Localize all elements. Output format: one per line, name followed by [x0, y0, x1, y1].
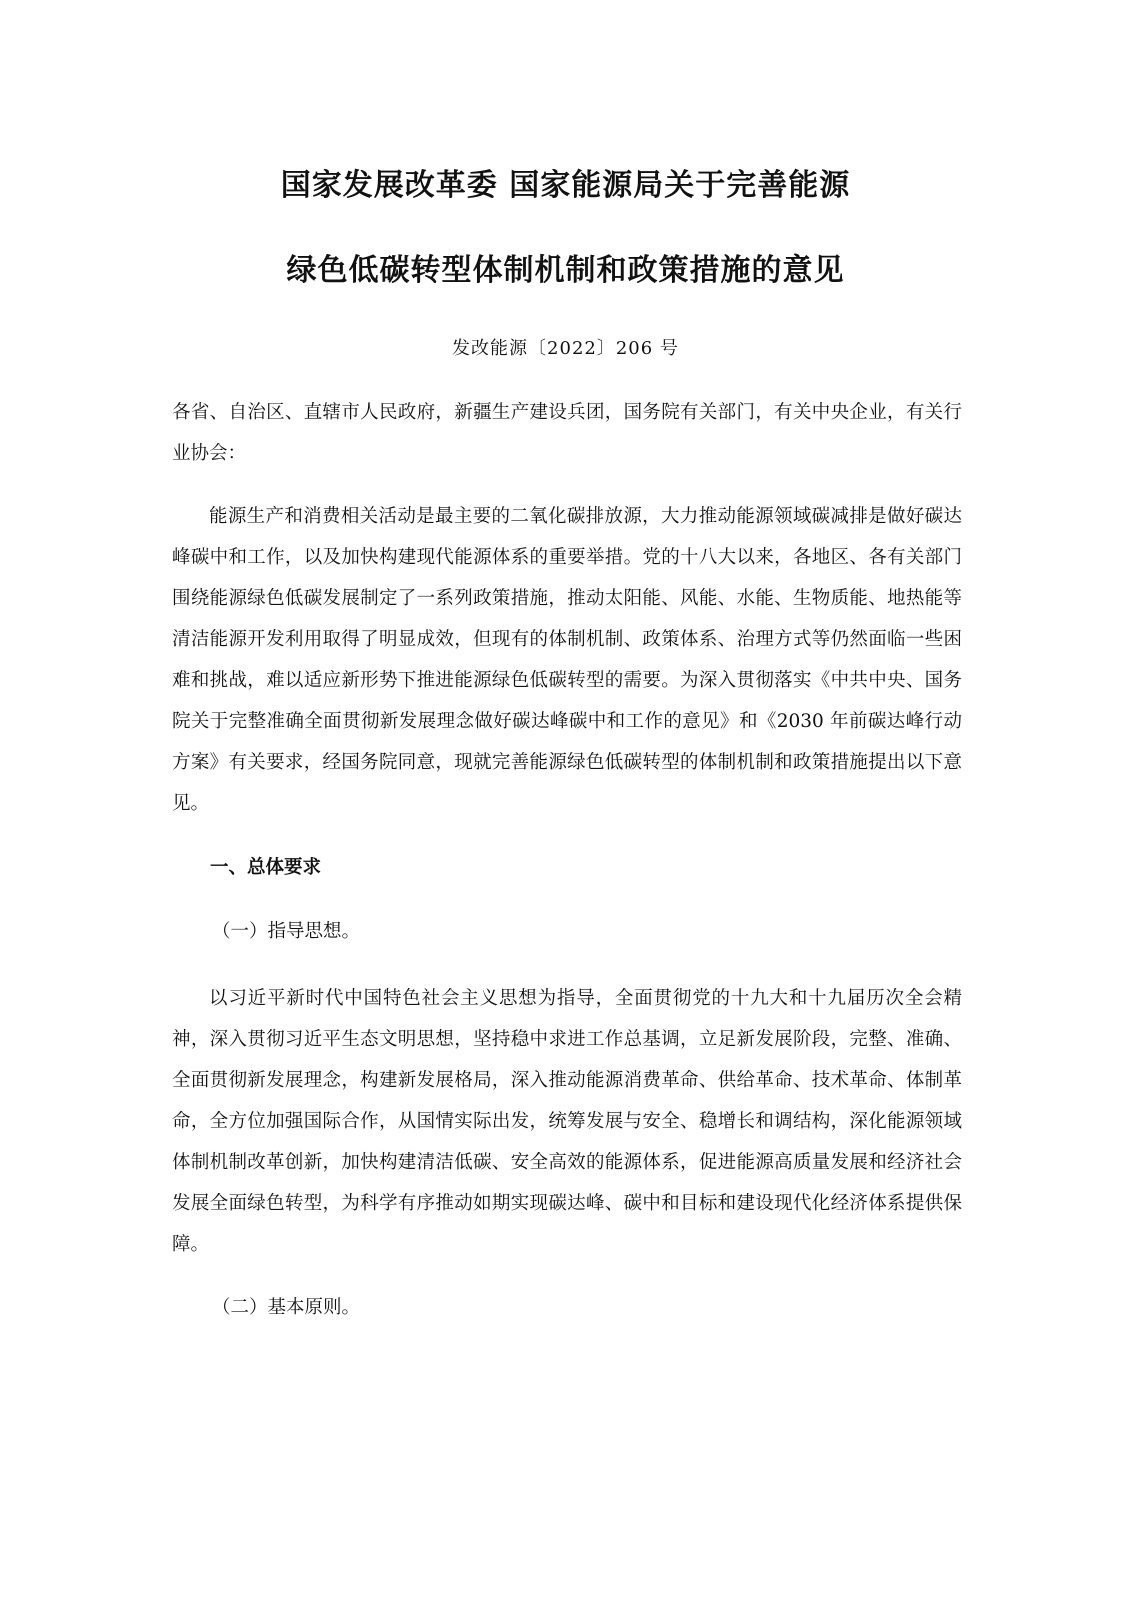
preamble-paragraph: 能源生产和消费相关活动是最主要的二氧化碳排放源，大力推动能源领域碳减排是做好碳达峰碳中和工作，以及加快构建现代能源体系的重要举措。党的十八大以来，各地区、各有关部门围绕能源绿色低碳发展制定了一系列政策措施，推动太阳能、风能、水能、生物质能、地热能等清洁能源开发利用取得了明显成效，但现有的体制机制、政策体系、治理方式等仍然面临一些困难和挑战，难以适应新形势下推进能源绿色低碳转型的需要。为深入贯彻落实《中共中央、国务院关于完整准确全面贯彻新发展理念做好碳达峰碳中和工作的意见》和《2030 年前碳达峰行动方案》有关要求，经国务院同意，现就完善能源绿色低碳转型的体制机制和政策措施提出以下意见。 [172, 506, 962, 814]
addressee: 各省、自治区、直辖市人民政府，新疆生产建设兵团，国务院有关部门，有关中央企业，有关行业协会： [172, 402, 962, 464]
subsection-heading-guiding-ideology: （一）指导思想。 [212, 921, 361, 942]
section-heading-general-requirements: 一、总体要求 [210, 857, 322, 878]
document-title-line-2: 绿色低碳转型体制机制和政策措施的意见 [286, 253, 845, 288]
guiding-ideology-paragraph: 以习近平新时代中国特色社会主义思想为指导，全面贯彻党的十九大和十九届历次全会精神，深入贯彻习近平生态文明思想，坚持稳中求进工作总基调，立足新发展阶段，完整、准确、全面贯彻新发展理念，构建新发展格局，深入推动能源消费革命、供给革命、技术革命、体制革命，全方位加强国际合作，从国情实际出发，统筹发展与安全、稳增长和调结构，深化能源领域体制机制改革创新，加快构建清洁低碳、安全高效的能源体系，促进能源高质量发展和经济社会发展全面绿色转型，为科学有序推动如期实现碳达峰、碳中和目标和建设现代化经济体系提供保障。 [172, 988, 962, 1255]
subsection-heading-basic-principles: （二）基本原则。 [212, 1297, 361, 1318]
document-title-line-1: 国家发展改革委 国家能源局关于完善能源 [280, 168, 851, 203]
document-number: 发改能源〔2022〕206 号 [452, 338, 679, 359]
